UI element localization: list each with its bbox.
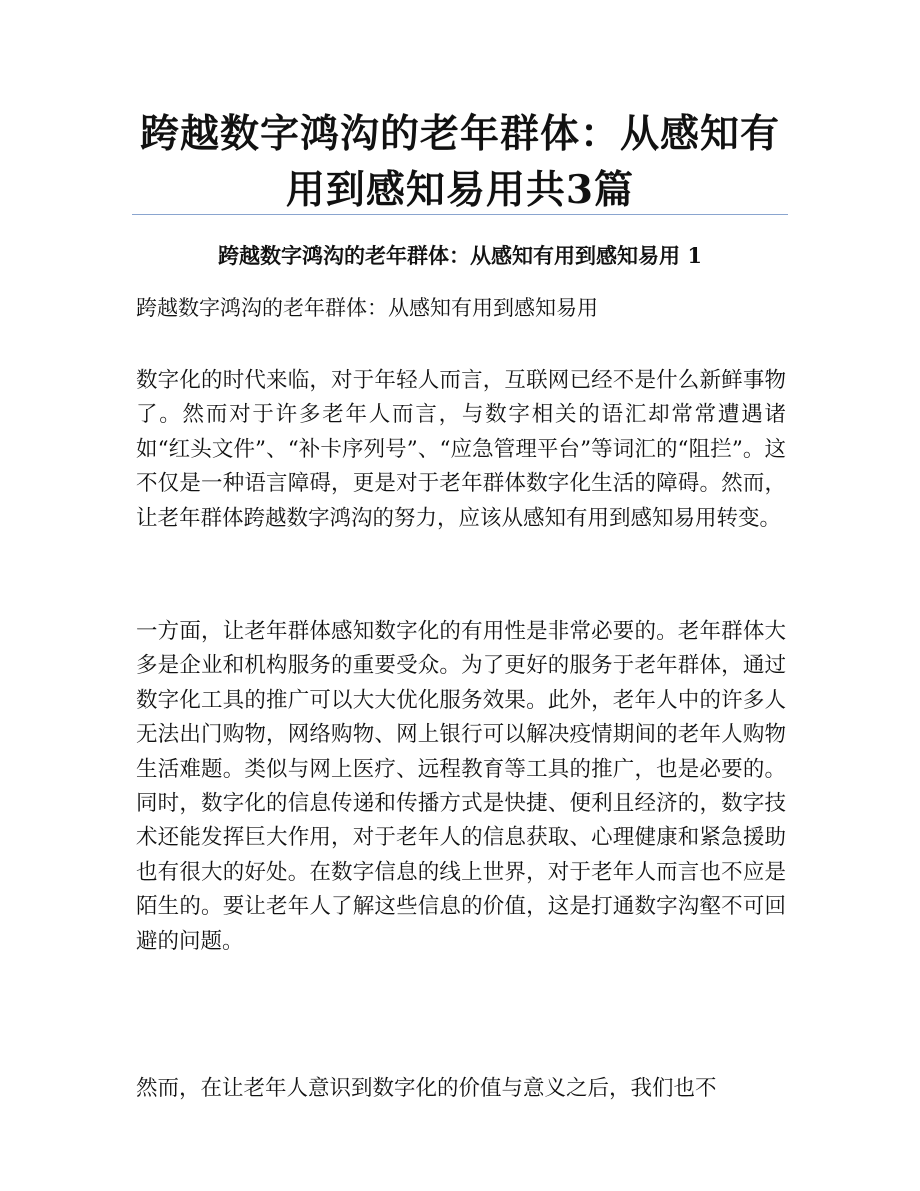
section-heading: 跨越数字鸿沟的老年群体：从感知有用到感知易用 1 (218, 243, 702, 268)
paragraph-2: 一方面，让老年群体感知数字化的有用性是非常必要的。老年群体大多是企业和机构服务的重要受众。为了更好的服务于老年群体，通过数字化工具的推广可以大大优化服务效果。此外，老年人中的许多人无法出门购物，网络购物、网上银行可以解决疫情期间的老年人购物生活难题。类似与网上医疗、远程教育等工具的推广，也是必要的。同时，数字化的信息传递和传播方式是快捷、便利且经济的，数字技术还能发挥巨大作用，对于老年人的信息获取、心理健康和紧急援助也有很大的好处。在数字信息的线上世界，对于老年人而言也不应是陌生的。要让老年人了解这些信息的价值，这是打通数字沟壑不可回避的问题。 (136, 619, 786, 954)
article-subtitle: 跨越数字鸿沟的老年群体：从感知有用到感知易用 (136, 296, 598, 320)
paragraph-1: 数字化的时代来临，对于年轻人而言，互联网已经不是什么新鲜事物了。然而对于许多老年人而言，与数字相关的语汇却常常遭遇诸如“红头文件”、“补卡序列号”、“应急管理平台”等词汇的“阻拦”。这不仅是一种语言障碍，更是对于老年群体数字化生活的障碍。然而，让老年群体跨越数字鸿沟的努力，应该从感知有用到感知易用转变。 (136, 368, 786, 531)
title-divider (132, 214, 788, 215)
paragraph-3: 然而，在让老年人意识到数字化的价值与意义之后，我们也不 (136, 1076, 717, 1101)
document-title: 跨越数字鸿沟的老年群体：从感知有用到感知易用共3篇 (139, 111, 780, 213)
